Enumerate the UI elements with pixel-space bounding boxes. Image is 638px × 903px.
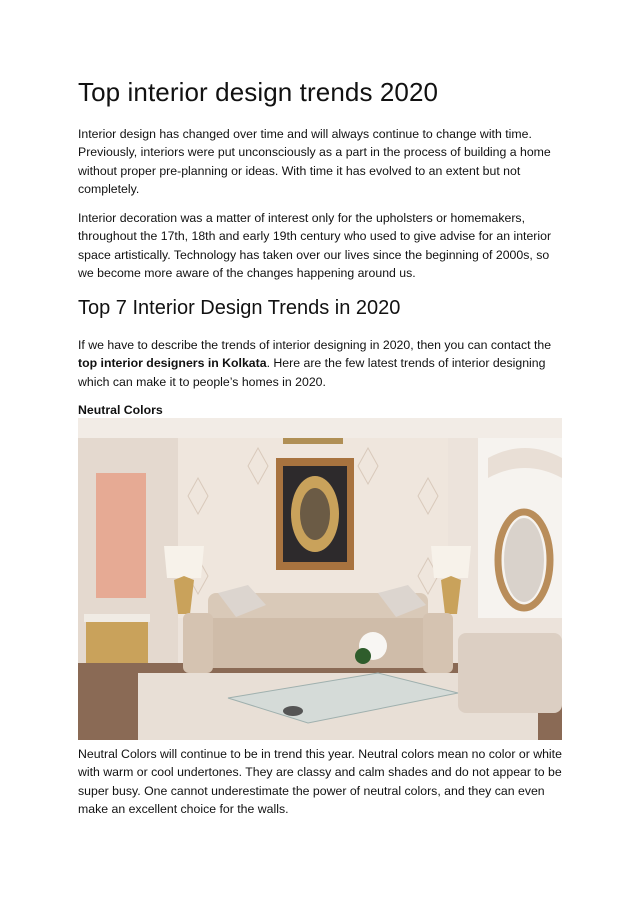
subsection-title: Neutral Colors	[78, 403, 163, 417]
top-designers-link-text: top interior designers in Kolkata	[78, 356, 267, 371]
living-room-photo	[78, 418, 562, 740]
section-text-after: . Here are the few latest trends of interior designing which can make it to people’s homes in 2020.	[78, 356, 546, 389]
document-title: Top interior design trends 2020	[78, 77, 439, 107]
section-title: Top 7 Interior Design Trends in 2020	[78, 297, 401, 319]
intro-paragraph-1: Interior design has changed over time and will always continue to change with time. Previously, interiors were put unconsciously as a part in the process of building a home without proper pre-planning or ideas. With time it has evolved to an extent but not completely.	[78, 127, 551, 196]
section-text-before: If we have to describe the trends of interior designing in 2020, then you can contact the	[78, 338, 552, 352]
subsection-paragraph: Neutral Colors will continue to be in trend this year. Neutral colors mean no color or white with warm or cool undertones. They are classy and calm shades and do not appear to be super busy. One cannot underestimate the power of neutral colors, and they can even make an excellent choice for the walls.	[78, 747, 562, 816]
section-paragraph	[78, 336, 564, 391]
intro-paragraph-2: Interior decoration was a matter of interest only for the upholsters or homemakers, throughout the 17th, 18th and early 19th century who used to give advise for an interior space artistically. Technology has taken over our lives since the beginning of 2000s, so we become more aware of the changes happening around us.	[78, 211, 552, 280]
